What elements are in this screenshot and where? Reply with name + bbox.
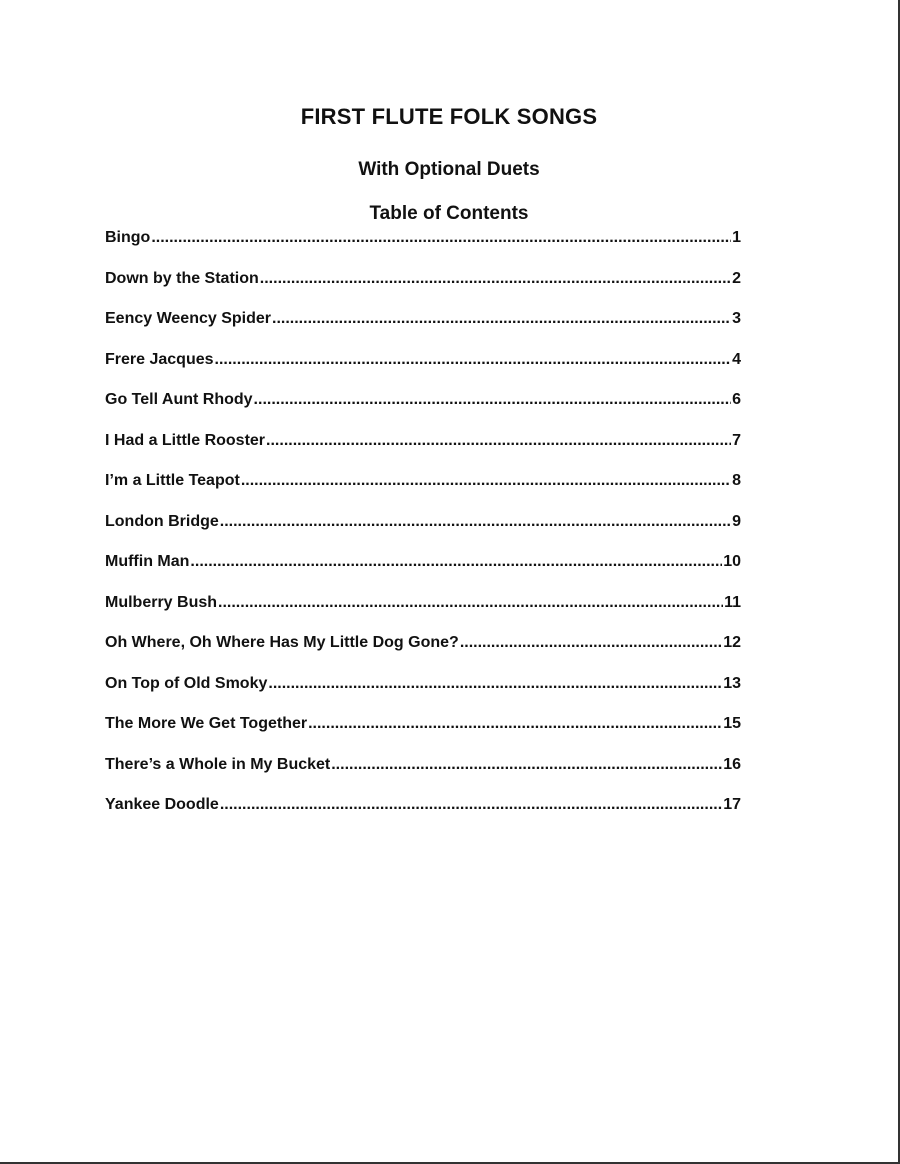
- toc-heading: Table of Contents: [369, 203, 529, 224]
- toc-entry-page: 15: [723, 715, 741, 732]
- toc-dot-leader: [260, 268, 731, 290]
- toc-entry: [105, 511, 741, 552]
- toc-entry-page: 2: [732, 269, 741, 287]
- toc-entry-page: 13: [723, 674, 741, 692]
- toc-entry-page: 7: [732, 431, 741, 449]
- toc-entry-title: Eency Weency Spider: [105, 310, 271, 327]
- toc-dot-leader: [215, 349, 732, 371]
- toc-entry-title: Muffin Man: [105, 553, 190, 570]
- toc-dot-leader: [254, 389, 732, 411]
- toc-dot-leader: [241, 470, 731, 492]
- toc-entry: [105, 430, 741, 471]
- toc-entry: [105, 268, 741, 309]
- toc-dot-leader: [151, 227, 731, 249]
- toc-entry-page: 6: [732, 391, 741, 408]
- toc-entry-title: Bingo: [105, 229, 151, 246]
- toc-entry-page: 9: [732, 512, 741, 530]
- document-subtitle: With Optional Duets: [358, 159, 540, 180]
- table-of-contents: [105, 227, 741, 835]
- toc-dot-leader: [308, 713, 722, 735]
- toc-dot-leader: [218, 592, 723, 614]
- toc-entry-title: Mulberry Bush: [105, 593, 218, 611]
- toc-entry: [105, 754, 741, 795]
- toc-entry-page: 1: [732, 229, 741, 246]
- toc-entry-title: Down by the Station: [105, 269, 259, 287]
- toc-entry: [105, 673, 741, 714]
- toc-entry-title: I’m a Little Teapot: [105, 472, 240, 489]
- toc-entry-page: 8: [732, 472, 741, 489]
- toc-dot-leader: [266, 430, 731, 452]
- toc-entry-title: Go Tell Aunt Rhody: [105, 391, 253, 408]
- toc-dot-leader: [460, 632, 722, 654]
- toc-entry-page: 12: [723, 634, 741, 651]
- toc-entry: [105, 389, 741, 430]
- toc-entry-title: Oh Where, Oh Where Has My Little Dog Gone?: [105, 634, 459, 651]
- toc-entry: [105, 794, 741, 835]
- toc-entry: [105, 349, 741, 390]
- toc-entry: [105, 592, 741, 633]
- toc-entry-page: 16: [723, 755, 741, 773]
- toc-entry-page: 4: [732, 350, 741, 368]
- toc-entry-title: I Had a Little Rooster: [105, 431, 266, 449]
- toc-entry-title: The More We Get Together: [105, 715, 308, 732]
- toc-entry-title: On Top of Old Smoky: [105, 674, 268, 692]
- toc-entry-page: 3: [732, 310, 741, 327]
- toc-entry: [105, 551, 741, 592]
- toc-entry-title: Yankee Doodle: [105, 796, 219, 813]
- toc-entry-title: London Bridge: [105, 512, 219, 530]
- toc-entry: [105, 713, 741, 754]
- toc-dot-leader: [220, 794, 722, 816]
- document-title: FIRST FLUTE FOLK SONGS: [300, 104, 598, 129]
- toc-dot-leader: [190, 551, 722, 573]
- toc-entry: [105, 470, 741, 511]
- toc-entry-page: 10: [723, 553, 741, 570]
- toc-dot-leader: [268, 673, 722, 695]
- toc-entry-page: 17: [723, 796, 741, 813]
- toc-dot-leader: [272, 308, 731, 330]
- toc-entry-title: There’s a Whole in My Bucket: [105, 755, 331, 773]
- toc-entry: [105, 227, 741, 268]
- toc-dot-leader: [220, 511, 731, 533]
- toc-entry-title: Frere Jacques: [105, 350, 214, 368]
- toc-entry-page: 11: [724, 593, 741, 611]
- toc-entry: [105, 632, 741, 673]
- toc-dot-leader: [331, 754, 722, 776]
- toc-entry: [105, 308, 741, 349]
